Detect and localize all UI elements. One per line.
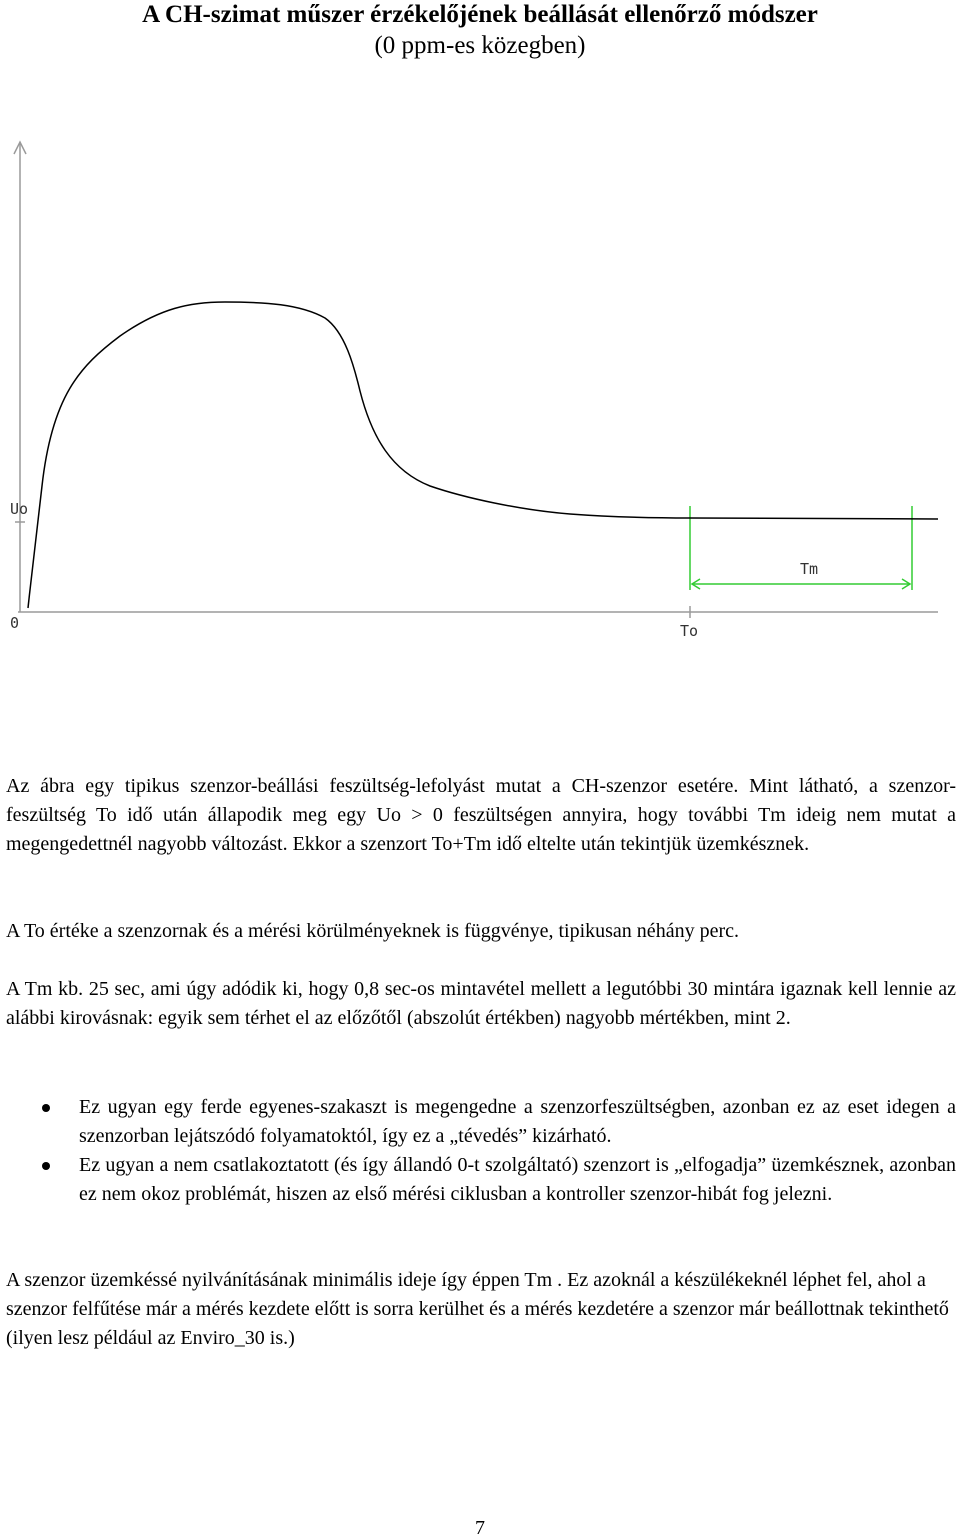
paragraph-description [6,772,956,859]
paragraph-text: Az ábra egy tipikus szenzor-beállási feszültség-lefolyást mutat a CH-szenzor esetére. Mint látható, a szenzor-feszültség To idő után állapodik meg egy Uo > 0 feszültségen annyira, hogy további Tm ideig nem mutat a megengedettnél nagyobb változást. Ekkor a szenzort To+Tm idő eltelte után tekintjük üzemkésznek. [6,775,956,855]
tm-label: Tm [800,560,819,578]
paragraph-tm-value [6,975,956,1033]
bullet-list [6,1093,956,1209]
uo-label: Uo [10,500,29,518]
sensor-voltage-figure [0,66,960,756]
paragraph-to-value [6,917,956,946]
list-item [6,1151,956,1209]
paragraph-text: A Tm kb. 25 sec, ami úgy adódik ki, hogy 0,8 sec-os mintavétel mellett a legutóbbi 30 mintára igaznak kell lennie az alábbi kirovásnak: egyik sem térhet el az előzőtől (abszolút értékben) nagyobb mértékben, mint 2. [6,978,956,1029]
list-item-text: Ez ugyan egy ferde egyenes-szakaszt is megengedne a szenzorfeszültségben, azonban ez az eset idegen a szenzorban lejátszódó folyamatoktól, így ez a „tévedés” kizárható. [79,1096,956,1147]
origin-label: 0 [10,614,20,632]
page-subtitle: (0 ppm-es közegben) [374,32,586,59]
list-item [6,1093,956,1151]
bullet-icon [42,1104,50,1112]
list-item-text: Ez ugyan a nem csatlakoztatott (és így állandó 0-t szolgáltató) szenzort is „elfogadja” üzemkésznek, azonban ez nem okoz problémát, hiszen az első mérési ciklusban a kontroller szenzor-hibát fog jelezni. [79,1154,956,1205]
title-block [0,0,960,62]
paragraph-text: A szenzor üzemkéssé nyilvánításának minimális ideje így éppen Tm . Ez azoknál a készülékeknél léphet fel, ahol a szenzor felfűtése már a mérés kezdete előtt is sorra kerülhet és a mérés kezdetére a szenzor már beállottnak tekinthető (ilyen lesz például az Enviro_30 is.) [6,1269,949,1349]
paragraph-minimum-time [6,1266,956,1353]
to-label: To [680,622,699,640]
page-number: 7 [475,1517,485,1539]
paragraph-text: A To értéke a szenzornak és a mérési körülményeknek is függvénye, tipikusan néhány perc. [6,920,739,942]
bullet-icon [42,1162,50,1170]
page-title: A CH-szimat műszer érzékelőjének beállását ellenőrző módszer [142,1,818,28]
sensor-voltage-chart [0,66,960,756]
